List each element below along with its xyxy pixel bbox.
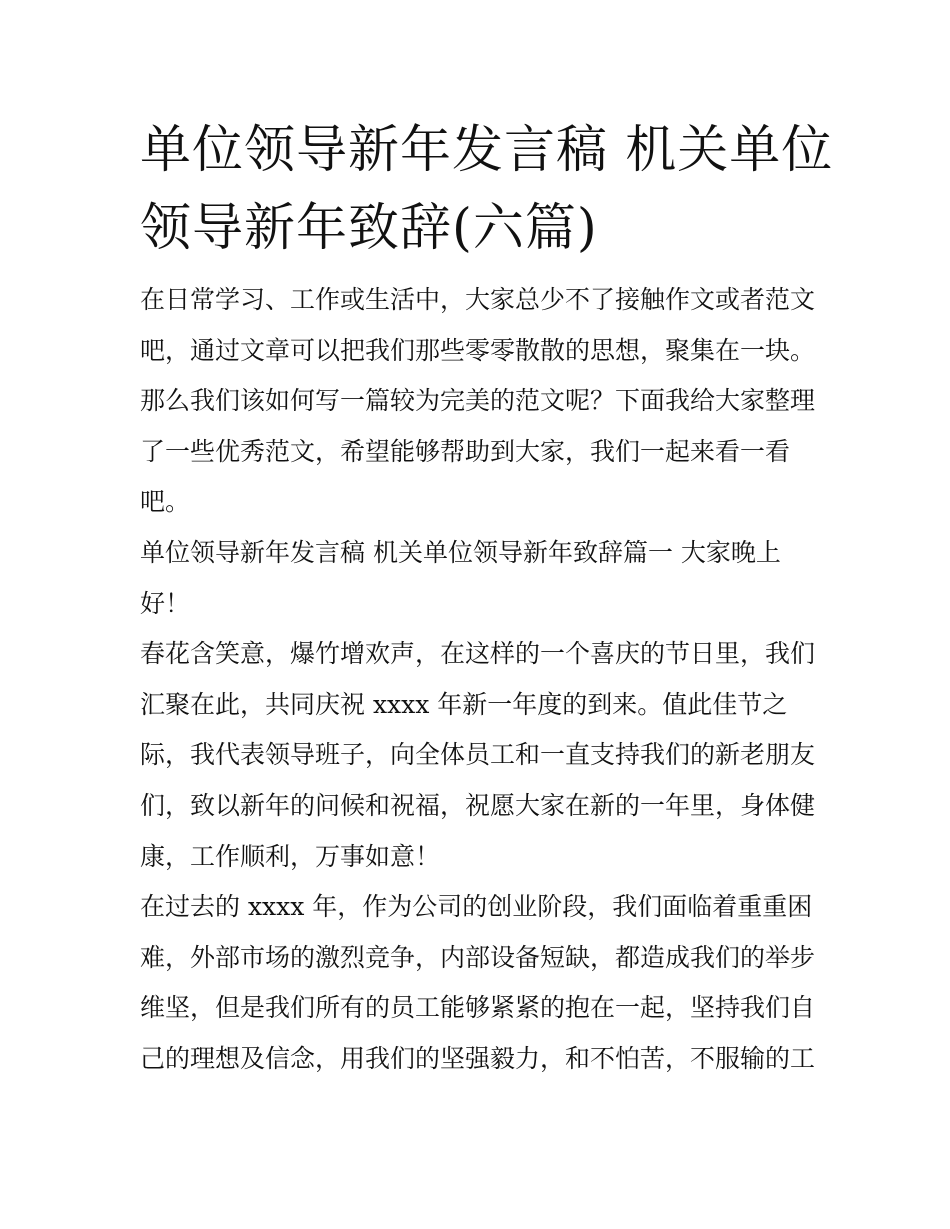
text-line: 春花含笑意，爆竹增欢声，在这样的一个喜庆的节日里，我们 xyxy=(140,639,816,669)
title-line: 领导新年致辞(六篇) xyxy=(140,199,598,258)
review-paragraph xyxy=(140,882,820,1084)
text-line: 际，我代表领导班子，向全体员工和一直支持我们的新老朋友 xyxy=(140,740,816,770)
greeting-paragraph xyxy=(140,629,820,882)
text-line: 单位领导新年发言稿 机关单位领导新年致辞篇一 大家晚上 xyxy=(140,537,781,567)
text-line: 康，工作顺利，万事如意！ xyxy=(140,841,441,871)
title-line: 单位领导新年发言稿 机关单位 xyxy=(140,121,834,180)
text-line: 己的理想及信念，用我们的坚强毅力，和不怕苦，不服输的工 xyxy=(140,1043,816,1073)
document-title xyxy=(140,112,834,268)
text-line: 难，外部市场的激烈竞争，内部设备短缺，都造成我们的举步 xyxy=(140,942,816,972)
text-line: 好！ xyxy=(140,588,191,618)
text-line: 吧。 xyxy=(140,487,191,517)
text-line: 了一些优秀范文，希望能够帮助到大家，我们一起来看一看 xyxy=(140,436,791,466)
text-line: 维坚，但是我们所有的员工能够紧紧的抱在一起，坚持我们自 xyxy=(140,993,816,1023)
text-line: 吧，通过文章可以把我们那些零零散散的思想，聚集在一块。 xyxy=(140,335,816,365)
document-body xyxy=(140,275,820,1085)
text-line: 汇聚在此，共同庆祝 xxxx 年新一年度的到来。值此佳节之 xyxy=(140,689,788,719)
section-heading-paragraph xyxy=(140,528,820,629)
text-line: 们，致以新年的问候和祝福，祝愿大家在新的一年里，身体健 xyxy=(140,790,816,820)
intro-paragraph xyxy=(140,275,820,528)
text-line: 那么我们该如何写一篇较为完美的范文呢？下面我给大家整理 xyxy=(140,386,816,416)
text-line: 在日常学习、工作或生活中，大家总少不了接触作文或者范文 xyxy=(140,285,816,314)
text-line: 在过去的 xxxx 年，作为公司的创业阶段，我们面临着重重困 xyxy=(140,892,813,922)
